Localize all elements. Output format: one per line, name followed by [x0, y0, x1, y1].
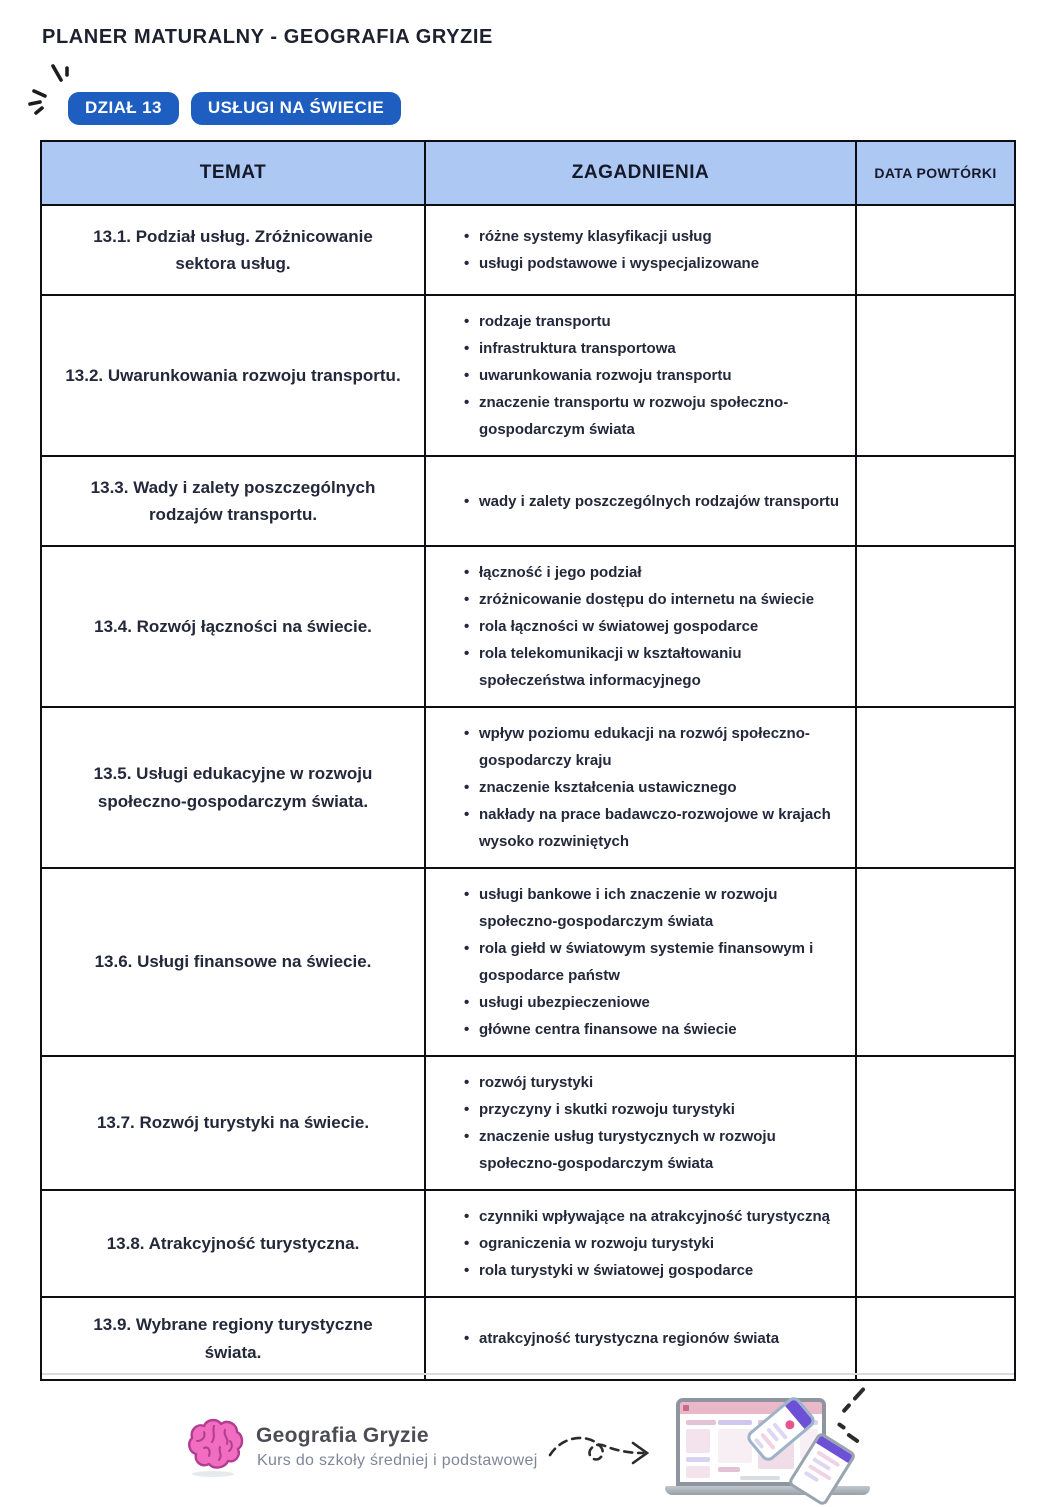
table-row: [41, 205, 1015, 295]
issue-bullet-item: • rozwój turystyki: [464, 1069, 843, 1096]
issues-cell: [425, 868, 856, 1056]
page-title: PLANER MATURALNY - GEOGRAFIA GRYZIE: [42, 26, 493, 48]
issues-bullet-list: [464, 1203, 843, 1284]
issue-bullet-item: • nakłady na prace badawczo-rozwojowe w krajach wysoko rozwiniętych: [464, 801, 843, 855]
table-header: [41, 141, 1015, 205]
issue-bullet-item: • przyczyny i skutki rozwoju turystyki: [464, 1096, 843, 1123]
topic-cell: 13.4. Rozwój łączności na świecie.: [41, 546, 425, 707]
emphasis-mark-icon: [852, 1387, 866, 1402]
brand-name: Geografia Gryzie: [256, 1424, 429, 1447]
issue-bullet-item: • rola łączności w światowej gospodarce: [464, 613, 843, 640]
issue-bullet-item: • rodzaje transportu: [464, 308, 843, 335]
issue-bullet-item: • znaczenie usług turystycznych w rozwoju społeczno-gospodarczym świata: [464, 1123, 843, 1177]
table-body: [41, 205, 1015, 1380]
issues-bullet-list: [464, 1069, 843, 1177]
topic-cell: 13.8. Atrakcyjność turystyczna.: [41, 1190, 425, 1297]
review-date-cell: [856, 1056, 1015, 1190]
issues-bullet-list: [464, 881, 843, 1043]
topic-cell: 13.3. Wady i zalety poszczególnych rodzajów transportu.: [41, 456, 425, 546]
issue-bullet-item: • główne centra finansowe na świecie: [464, 1016, 843, 1043]
issue-bullet-item: • łączność i jego podział: [464, 559, 843, 586]
issue-bullet-item: • zróżnicowanie dostępu do internetu na świecie: [464, 586, 843, 613]
issues-cell: [425, 456, 856, 546]
review-date-cell: [856, 868, 1015, 1056]
issue-bullet-item: • rola giełd w światowym systemie finansowym i gospodarce państw: [464, 935, 843, 989]
table-row: [41, 707, 1015, 868]
review-date-cell: [856, 205, 1015, 295]
issues-cell: [425, 1297, 856, 1380]
review-date-cell: [856, 707, 1015, 868]
emphasis-mark-icon: [846, 1432, 860, 1443]
chapter-topic-badge: USŁUGI NA ŚWIECIE: [191, 92, 401, 125]
issue-bullet-item: • rola turystyki w światowej gospodarce: [464, 1257, 843, 1284]
issue-bullet-item: • usługi ubezpieczeniowe: [464, 989, 843, 1016]
table-row: [41, 456, 1015, 546]
topic-cell: 13.6. Usługi finansowe na świecie.: [41, 868, 425, 1056]
brand-tagline: Kurs do szkoły średniej i podstawowej: [257, 1452, 538, 1469]
chapter-number-badge: DZIAŁ 13: [68, 92, 179, 125]
review-date-cell: [856, 1297, 1015, 1380]
issues-bullet-list: [464, 1325, 843, 1352]
column-header-zagadnienia: ZAGADNIENIA: [425, 141, 856, 205]
issues-bullet-list: [464, 559, 843, 694]
column-header-temat: TEMAT: [41, 141, 425, 205]
review-date-cell: [856, 546, 1015, 707]
header-row: [41, 141, 1015, 205]
planner-table: [40, 140, 1016, 1381]
issues-cell: [425, 205, 856, 295]
topic-cell: 13.1. Podział usług. Zróżnicowanie sektora usług.: [41, 205, 425, 295]
issues-bullet-list: [464, 308, 843, 443]
topic-cell: 13.2. Uwarunkowania rozwoju transportu.: [41, 295, 425, 456]
table-row: [41, 295, 1015, 456]
topic-cell: 13.9. Wybrane regiony turystyczne świata.: [41, 1297, 425, 1380]
dashed-arrow-icon: [545, 1425, 660, 1480]
topic-cell: 13.7. Rozwój turystyki na świecie.: [41, 1056, 425, 1190]
issue-bullet-item: • czynniki wpływające na atrakcyjność turystyczną: [464, 1203, 843, 1230]
issues-cell: [425, 707, 856, 868]
issues-cell: [425, 546, 856, 707]
issue-bullet-item: • usługi bankowe i ich znaczenie w rozwoju społeczno-gospodarczym świata: [464, 881, 843, 935]
laptop-base: [665, 1486, 870, 1495]
topic-cell: 13.5. Usługi edukacyjne w rozwoju społeczno-gospodarczym świata.: [41, 707, 425, 868]
sparkle-burst-icon: [26, 58, 72, 116]
issue-bullet-item: • uwarunkowania rozwoju transportu: [464, 362, 843, 389]
table-row: [41, 868, 1015, 1056]
issue-bullet-item: • infrastruktura transportowa: [464, 335, 843, 362]
issue-bullet-item: • różne systemy klasyfikacji usług: [464, 223, 843, 250]
chapter-badges: [68, 92, 401, 125]
table-row: [41, 1297, 1015, 1380]
issues-bullet-list: [464, 488, 843, 515]
issues-bullet-list: [464, 223, 843, 277]
issue-bullet-item: • ograniczenia w rozwoju turystyki: [464, 1230, 843, 1257]
issue-bullet-item: • wady i zalety poszczególnych rodzajów transportu: [464, 488, 843, 515]
issue-bullet-item: • rola telekomunikacji w kształtowaniu społeczeństwa informacyjnego: [464, 640, 843, 694]
devices-illustration: [665, 1390, 925, 1500]
brain-logo-icon: [183, 1417, 245, 1479]
issues-cell: [425, 295, 856, 456]
issues-cell: [425, 1190, 856, 1297]
issue-bullet-item: • znaczenie transportu w rozwoju społeczno-gospodarczym świata: [464, 389, 843, 443]
issue-bullet-item: • znaczenie kształcenia ustawicznego: [464, 774, 843, 801]
table-row: [41, 546, 1015, 707]
review-date-cell: [856, 456, 1015, 546]
review-date-cell: [856, 1190, 1015, 1297]
issues-bullet-list: [464, 720, 843, 855]
table-row: [41, 1056, 1015, 1190]
issues-cell: [425, 1056, 856, 1190]
emphasis-mark-icon: [841, 1403, 851, 1414]
column-header-data-powtorki: DATA POWTÓRKI: [856, 141, 1015, 205]
review-date-cell: [856, 295, 1015, 456]
emphasis-mark-icon: [837, 1422, 847, 1430]
issue-bullet-item: • usługi podstawowe i wyspecjalizowane: [464, 250, 843, 277]
table-row: [41, 1190, 1015, 1297]
issue-bullet-item: • atrakcyjność turystyczna regionów świata: [464, 1325, 843, 1352]
footer-divider: [42, 1373, 1014, 1375]
issue-bullet-item: • wpływ poziomu edukacji na rozwój społeczno-gospodarczy kraju: [464, 720, 843, 774]
